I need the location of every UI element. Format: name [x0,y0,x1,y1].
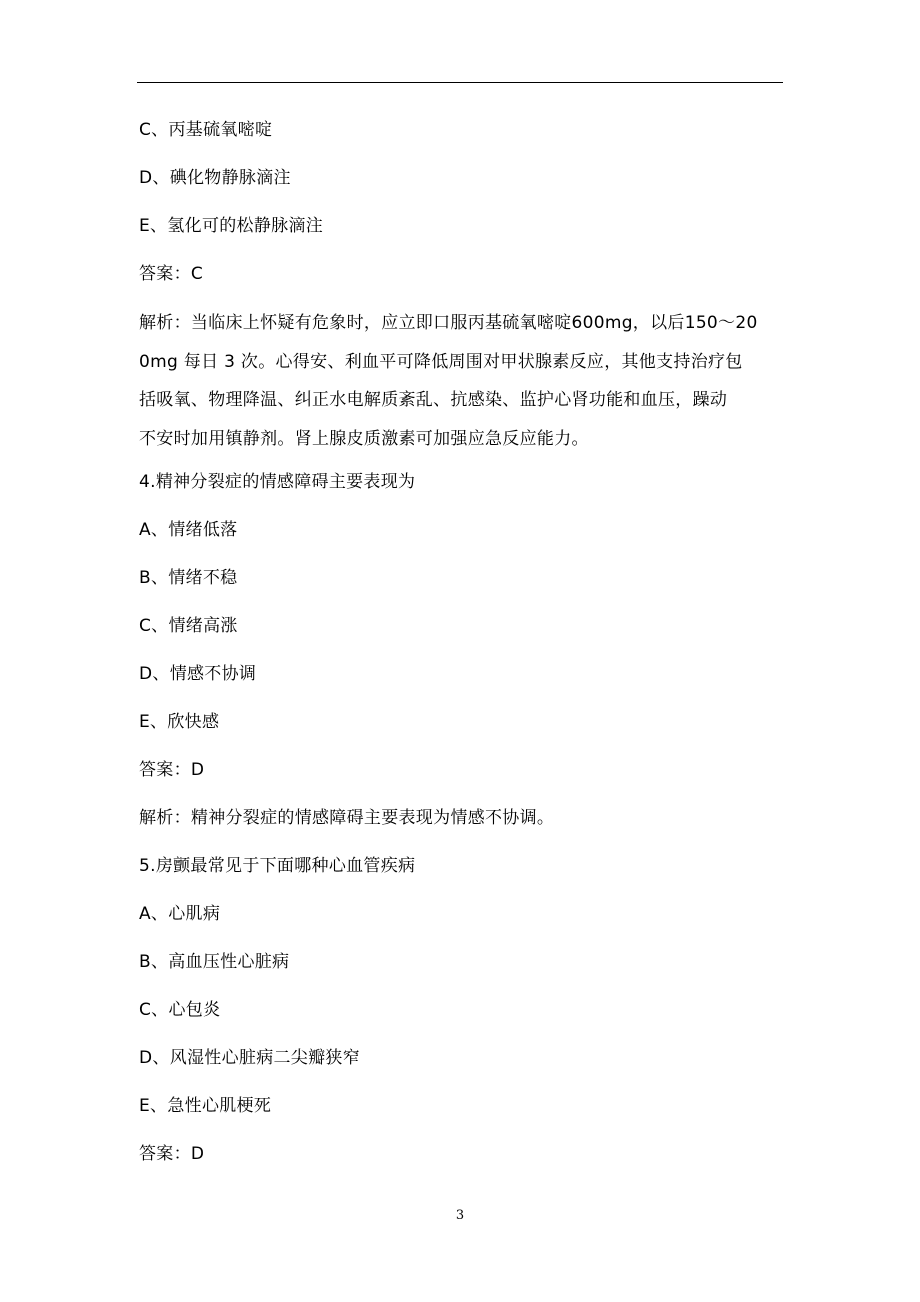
q5-option-d: D、风湿性心脏病二尖瓣狭窄 [139,1048,360,1069]
q3-analysis-line: 括吸氧、物理降温、纠正水电解质紊乱、抗感染、监护心肾功能和血压，躁动 [139,390,728,411]
page-number: 3 [455,1208,465,1223]
q5-answer: 答案：D [139,1144,205,1165]
q3-option-d: D、碘化物静脉滴注 [139,168,291,188]
q4-option-a: A、情绪低落 [139,520,238,541]
q4-option-e: E、欣快感 [139,712,220,733]
q4-question: 4.精神分裂症的情感障碍主要表现为 [139,472,416,493]
q4-analysis: 解析：精神分裂症的情感障碍主要表现为情感不协调。 [139,808,555,829]
q5-option-b: B、高血压性心脏病 [139,952,290,973]
q5-option-e: E、急性心肌梗死 [139,1096,272,1117]
q3-analysis-line: 0mg 每日 3 次。心得安、利血平可降低周围对甲状腺素反应，其他支持治疗包 [139,351,743,372]
q3-analysis [139,304,787,458]
q4-option-c: C、情绪高涨 [139,616,238,637]
q3-option-c: C、丙基硫氧嘧啶 [139,120,273,140]
q3-analysis-line: 解析：当临床上怀疑有危象时，应立即口服丙基硫氧嘧啶600mg，以后150～20 [139,313,758,333]
q3-analysis-line: 不安时加用镇静剂。肾上腺皮质激素可加强应急反应能力。 [139,428,589,449]
document-body [139,112,787,1184]
header-rule [137,82,783,83]
q4-option-d: D、情感不协调 [139,664,257,685]
q3-option-e: E、氢化可的松静脉滴注 [139,216,324,236]
q5-option-a: A、心肌病 [139,904,221,925]
q4-option-b: B、情绪不稳 [139,568,238,589]
q3-answer: 答案：C [139,264,204,284]
q5-question: 5.房颤最常见于下面哪种心血管疾病 [139,856,416,877]
q4-answer: 答案：D [139,760,205,781]
q5-option-c: C、心包炎 [139,1000,221,1021]
